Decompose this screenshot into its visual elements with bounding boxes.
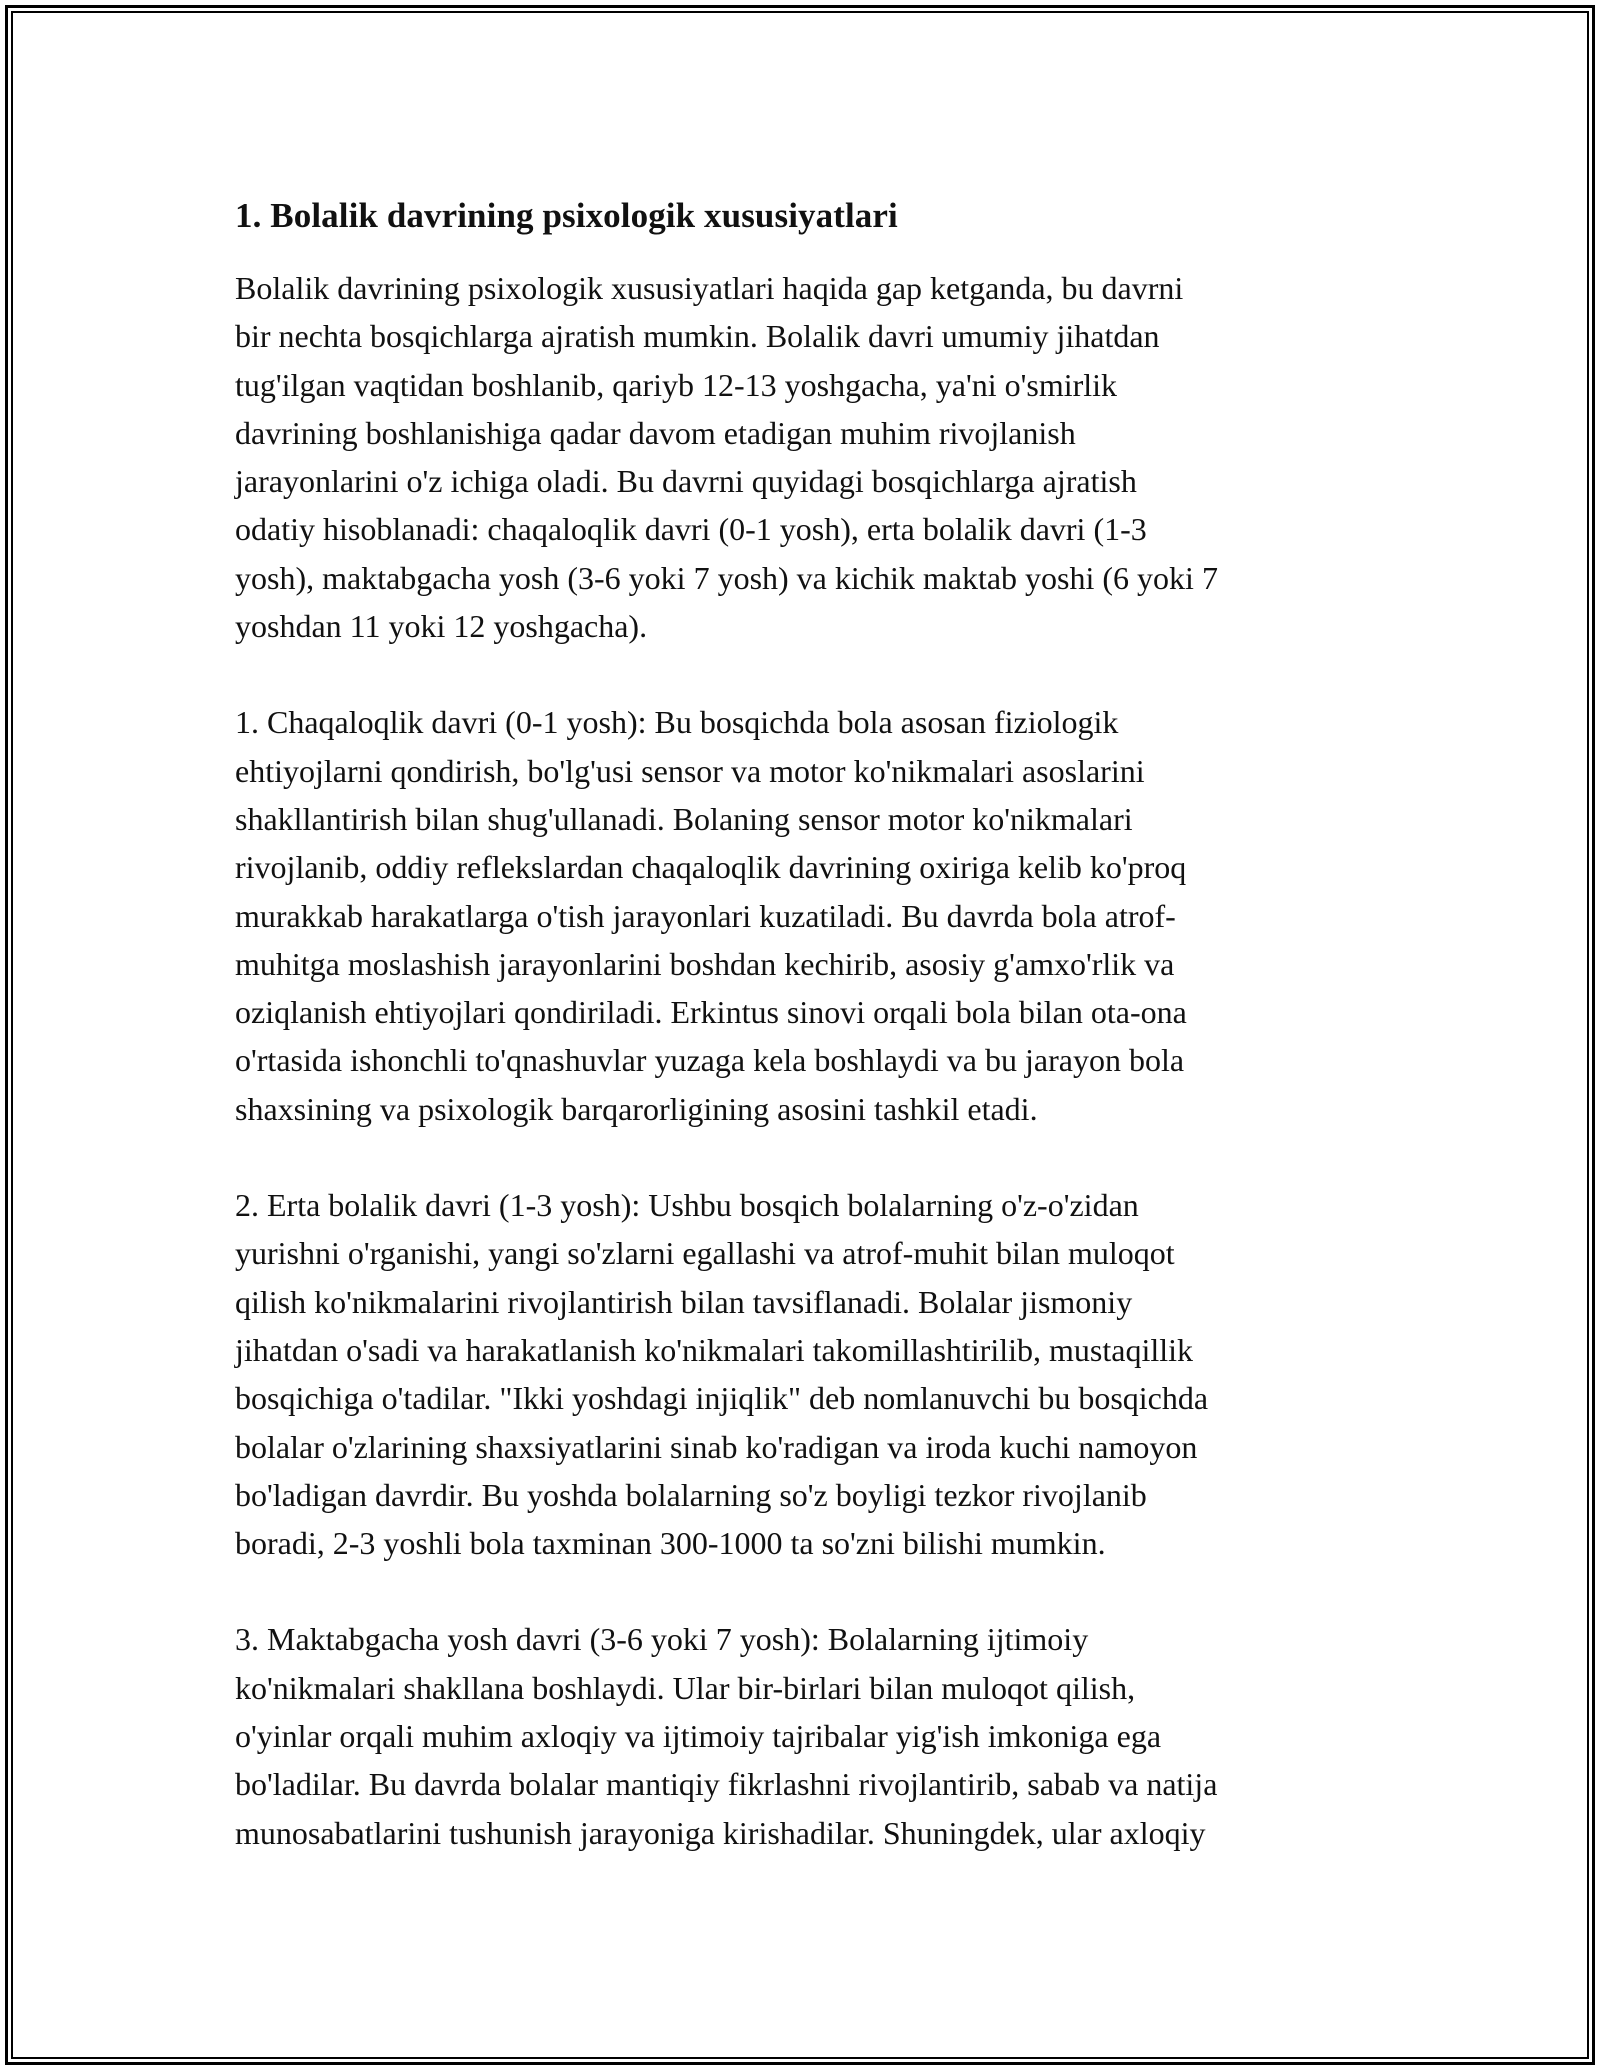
preschool-paragraph: 3. Maktabgacha yosh davri (3-6 yoki 7 yosh): Bolalarning ijtimoiy ko'nikmalari shakllana boshlaydi. Ular bir-birlari bilan muloqot qilish, o'yinlar orqali muhim axloqiy va ijtimoiy tajribalar yig'ish imkoniga ega bo'ladilar. Bu davrda bolalar mantiqiy fikrlashni rivojlantirib, sabab va natija munosabatlarini tushunish jarayoniga kirishadilar. Shuningdek, ular axloqiy [235, 1621, 1218, 1851]
infancy-paragraph: 1. Chaqaloqlik davri (0-1 yosh): Bu bosqichda bola asosan fiziologik ehtiyojlarni qondirish, bo'lg'usi sensor va motor ko'nikmalari asoslarini shakllantirish bilan shug'ullanadi. Bolaning sensor motor ko'nikmalari rivojlanib, oddiy reflekslardan chaqaloqlik davrining oxiriga kelib ko'proq murakkab harakatlarga o'tish jarayonlari kuzatiladi. Bu davrda bola atrof- muhitga moslashish jarayonlarini boshdan kechirib, asosiy g'amxo'rlik va oziqlanish ehtiyojlari qondiriladi. Erkintus sinovi orqali bola bilan ota-ona o'rtasida ishonchli to'qnashuvlar yuzaga kela boshlaydi va bu jarayon bola shaxsining va psixologik barqarorligining asosini tashkil etadi. [235, 704, 1187, 1127]
intro-paragraph: Bolalik davrining psixologik xususiyatlari haqida gap ketganda, bu davrni bir nechta bosqichlarga ajratish mumkin. Bolalik davri umumiy jihatdan tug'ilgan vaqtidan boshlanib, qariyb 12-13 yoshgacha, ya'ni o'smirlik davrining boshlanishiga qadar davom etadigan muhim rivojlanish jarayonlarini o'z ichiga oladi. Bu davrni quyidagi bosqichlarga ajratish odatiy hisoblanadi: chaqaloqlik davri (0-1 yosh), erta bolalik davri (1-3 yosh), maktabgacha yosh (3-6 yoki 7 yosh) va kichik maktab yoshi (6 yoki 7 yoshdan 11 yoki 12 yoshgacha). [235, 270, 1218, 645]
document-body [235, 190, 1370, 1857]
section-heading: 1. Bolalik davrining psixologik xususiyatlari [235, 196, 898, 235]
early-childhood-paragraph: 2. Erta bolalik davri (1-3 yosh): Ushbu bosqich bolalarning o'z-o'zidan yurishni o'rganishi, yangi so'zlarni egallashi va atrof-muhit bilan muloqot qilish ko'nikmalarini rivojlantirish bilan tavsiflanadi. Bolalar jismoniy jihatdan o'sadi va harakatlanish ko'nikmalari takomillashtirilib, mustaqillik bosqichiga o'tadilar. "Ikki yoshdagi injiqlik" deb nomlanuvchi bu bosqichda bolalar o'zlarining shaxsiyatlarini sinab ko'radigan va iroda kuchi namoyon bo'ladigan davrdir. Bu yoshda bolalarning so'z boyligi tezkor rivojlanib boradi, 2-3 yoshli bola taxminan 300-1000 ta so'zni bilishi mumkin. [235, 1187, 1209, 1562]
